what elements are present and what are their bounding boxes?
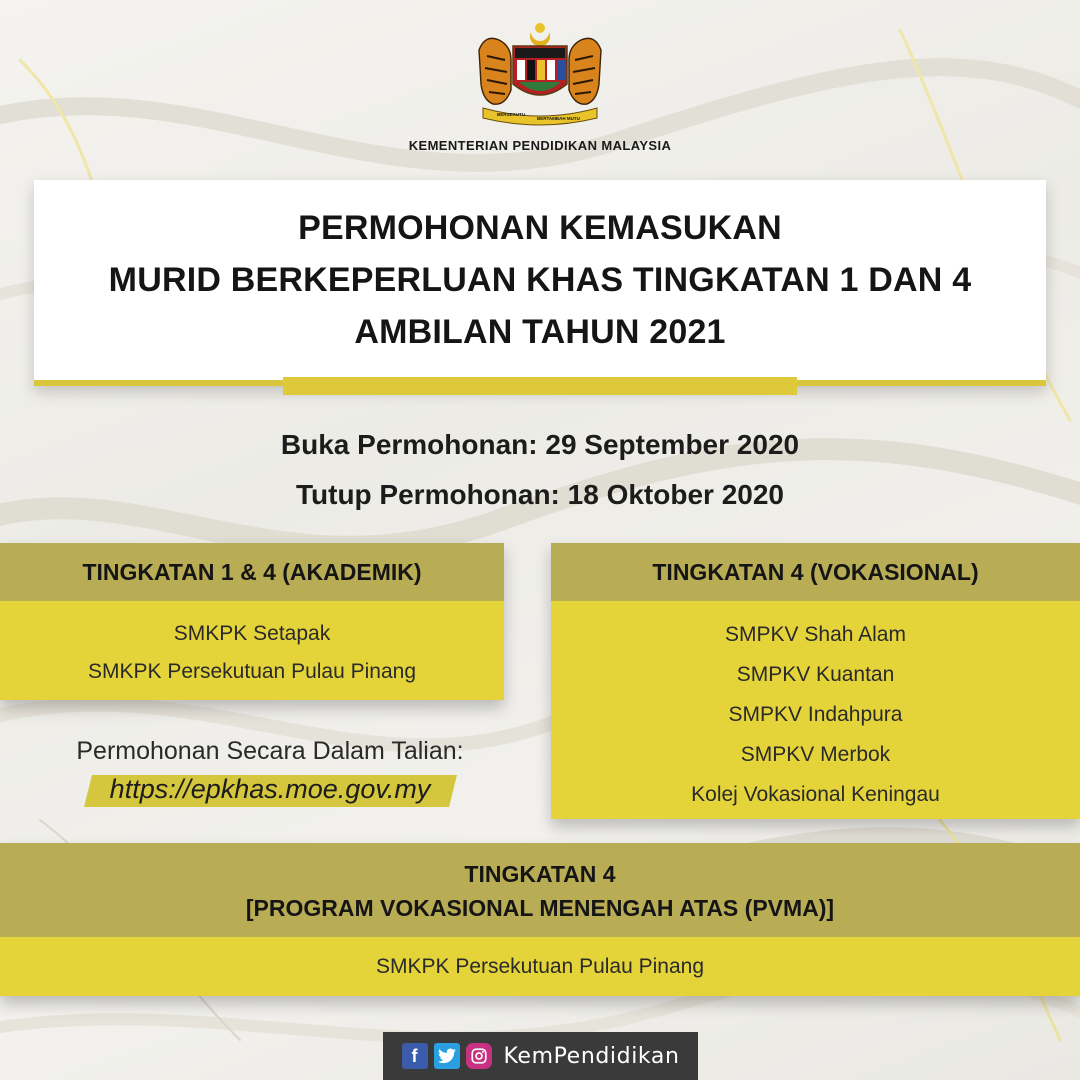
title-card [34, 180, 1046, 386]
online-application-label: Permohonan Secara Dalam Talian: [76, 737, 464, 765]
akademik-heading: TINGKATAN 1 & 4 (AKADEMIK) [0, 543, 504, 601]
list-item: SMPKV Kuantan [736, 663, 895, 686]
list-item: SMPKV Shah Alam [725, 623, 906, 646]
list-item: SMKPK Setapak [173, 622, 331, 645]
pvma-heading-line-2: [PROGRAM VOKASIONAL MENENGAH ATAS (PVMA)] [245, 895, 835, 921]
pvma-heading-line-1: TINGKATAN 4 [464, 861, 616, 887]
list-item: SMPKV Merbok [740, 743, 891, 766]
list-item: SMKPK Persekutuan Pulau Pinang [375, 955, 705, 978]
pvma-heading [0, 843, 1080, 937]
social-handle[interactable]: KemPendidikan [503, 1043, 680, 1069]
list-item: Kolej Vokasional Keningau [691, 783, 940, 806]
title-line-1: PERMOHONAN KEMASUKAN [298, 209, 782, 247]
svg-text:BERTAMBAH MUTU: BERTAMBAH MUTU [537, 116, 580, 121]
title-accent-bar [283, 377, 797, 395]
vokasional-heading: TINGKATAN 4 (VOKASIONAL) [551, 543, 1080, 601]
title-line-2: MURID BERKEPERLUAN KHAS TINGKATAN 1 DAN 4 [108, 261, 972, 299]
social-media-footer [383, 1032, 698, 1080]
pvma-school-list [0, 937, 1080, 996]
facebook-icon[interactable]: f [402, 1043, 428, 1069]
open-date: Buka Permohonan: 29 September 2020 [280, 429, 800, 460]
vokasional-school-list [551, 601, 1080, 819]
application-dates [0, 420, 1080, 520]
pvma-box [0, 843, 1080, 996]
svg-text:BERSEKUTU: BERSEKUTU [497, 112, 526, 117]
list-item: SMPKV Indahpura [728, 703, 903, 726]
application-url-link[interactable]: https://epkhas.moe.gov.my [109, 774, 431, 804]
online-url-highlight[interactable] [98, 771, 443, 807]
title-line-3: AMBILAN TAHUN 2021 [354, 313, 726, 351]
malaysia-coat-of-arms-logo [465, 20, 615, 130]
akademik-school-list [0, 601, 504, 700]
akademik-box [0, 543, 504, 700]
twitter-icon[interactable] [434, 1043, 460, 1069]
close-date: Tutup Permohonan: 18 Oktober 2020 [295, 479, 785, 510]
ministry-name: KEMENTERIAN PENDIDIKAN MALAYSIA [408, 138, 672, 153]
online-application [30, 733, 510, 807]
vokasional-box [551, 543, 1080, 819]
instagram-icon[interactable] [466, 1043, 492, 1069]
list-item: SMKPK Persekutuan Pulau Pinang [87, 660, 417, 683]
